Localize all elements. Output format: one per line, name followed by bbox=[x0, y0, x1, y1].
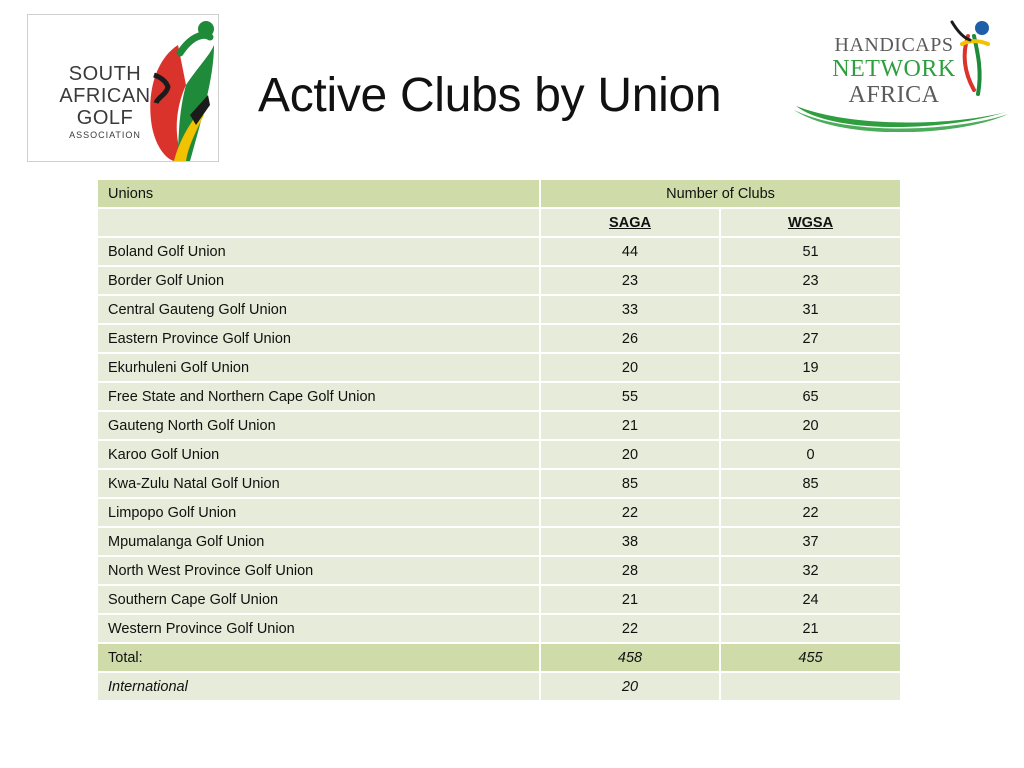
subheader-saga: SAGA bbox=[609, 214, 651, 231]
table-row bbox=[97, 353, 901, 382]
hna-logo-text bbox=[824, 34, 964, 108]
table-row bbox=[97, 237, 901, 266]
wgsa-count: 32 bbox=[720, 556, 901, 585]
saga-count: 55 bbox=[540, 382, 720, 411]
hna-logo-line: NETWORK bbox=[832, 56, 956, 82]
table-subheader-row bbox=[97, 208, 901, 237]
wgsa-count: 51 bbox=[720, 237, 901, 266]
table-row bbox=[97, 440, 901, 469]
hna-logo bbox=[792, 14, 1012, 132]
saga-count: 22 bbox=[540, 614, 720, 643]
union-name: Ekurhuleni Golf Union bbox=[97, 353, 540, 382]
saga-logo-line: SOUTH bbox=[68, 63, 142, 85]
union-name: Central Gauteng Golf Union bbox=[97, 295, 540, 324]
table-row bbox=[97, 527, 901, 556]
total-wgsa: 455 bbox=[720, 643, 901, 672]
saga-count: 22 bbox=[540, 498, 720, 527]
wgsa-count: 24 bbox=[720, 585, 901, 614]
saga-logo bbox=[27, 14, 219, 162]
saga-count: 23 bbox=[540, 266, 720, 295]
wgsa-count: 31 bbox=[720, 295, 901, 324]
subheader-wgsa-cell bbox=[720, 208, 901, 237]
table-row bbox=[97, 556, 901, 585]
international-row bbox=[97, 672, 901, 701]
saga-count: 20 bbox=[540, 440, 720, 469]
wgsa-count: 21 bbox=[720, 614, 901, 643]
international-wgsa bbox=[720, 672, 901, 701]
table-row bbox=[97, 324, 901, 353]
total-label: Total: bbox=[97, 643, 540, 672]
subheader-wgsa: WGSA bbox=[787, 214, 834, 231]
table-header-row bbox=[97, 179, 901, 208]
wgsa-count: 27 bbox=[720, 324, 901, 353]
saga-logo-line: AFRICAN bbox=[59, 85, 151, 107]
table-row bbox=[97, 266, 901, 295]
total-row bbox=[97, 643, 901, 672]
saga-count: 38 bbox=[540, 527, 720, 556]
wgsa-count: 22 bbox=[720, 498, 901, 527]
subheader-empty-cell bbox=[97, 208, 540, 237]
header-unions: Unions bbox=[97, 179, 540, 208]
wgsa-count: 0 bbox=[720, 440, 901, 469]
union-name: Eastern Province Golf Union bbox=[97, 324, 540, 353]
saga-count: 20 bbox=[540, 353, 720, 382]
page-title: Active Clubs by Union bbox=[258, 69, 722, 122]
table-row bbox=[97, 382, 901, 411]
international-saga: 20 bbox=[540, 672, 720, 701]
total-saga: 458 bbox=[540, 643, 720, 672]
union-name: Kwa-Zulu Natal Golf Union bbox=[97, 469, 540, 498]
hna-logo-line: AFRICA bbox=[848, 82, 940, 108]
table-row bbox=[97, 614, 901, 643]
clubs-table bbox=[96, 178, 902, 702]
header-number-of-clubs: Number of Clubs bbox=[540, 179, 901, 208]
saga-count: 28 bbox=[540, 556, 720, 585]
union-name: Gauteng North Golf Union bbox=[97, 411, 540, 440]
wgsa-count: 19 bbox=[720, 353, 901, 382]
saga-logo-line: GOLF bbox=[76, 107, 134, 129]
union-name: North West Province Golf Union bbox=[97, 556, 540, 585]
union-name: Western Province Golf Union bbox=[97, 614, 540, 643]
wgsa-count: 23 bbox=[720, 266, 901, 295]
table-row bbox=[97, 469, 901, 498]
table-row bbox=[97, 498, 901, 527]
union-name: Boland Golf Union bbox=[97, 237, 540, 266]
wgsa-count: 20 bbox=[720, 411, 901, 440]
saga-count: 21 bbox=[540, 585, 720, 614]
saga-count: 26 bbox=[540, 324, 720, 353]
wgsa-count: 37 bbox=[720, 527, 901, 556]
union-name: Mpumalanga Golf Union bbox=[97, 527, 540, 556]
union-name: Border Golf Union bbox=[97, 266, 540, 295]
union-name: Southern Cape Golf Union bbox=[97, 585, 540, 614]
subheader-saga-cell bbox=[540, 208, 720, 237]
saga-count: 85 bbox=[540, 469, 720, 498]
saga-count: 44 bbox=[540, 237, 720, 266]
hna-logo-line: HANDICAPS bbox=[834, 34, 954, 56]
table-row bbox=[97, 585, 901, 614]
saga-logo-text bbox=[50, 63, 160, 141]
saga-logo-line: ASSOCIATION bbox=[69, 130, 141, 140]
table-row bbox=[97, 295, 901, 324]
union-name: Karoo Golf Union bbox=[97, 440, 540, 469]
saga-count: 33 bbox=[540, 295, 720, 324]
saga-count: 21 bbox=[540, 411, 720, 440]
union-name: Limpopo Golf Union bbox=[97, 498, 540, 527]
wgsa-count: 65 bbox=[720, 382, 901, 411]
international-label: International bbox=[97, 672, 540, 701]
wgsa-count: 85 bbox=[720, 469, 901, 498]
union-name: Free State and Northern Cape Golf Union bbox=[97, 382, 540, 411]
table-row bbox=[97, 411, 901, 440]
